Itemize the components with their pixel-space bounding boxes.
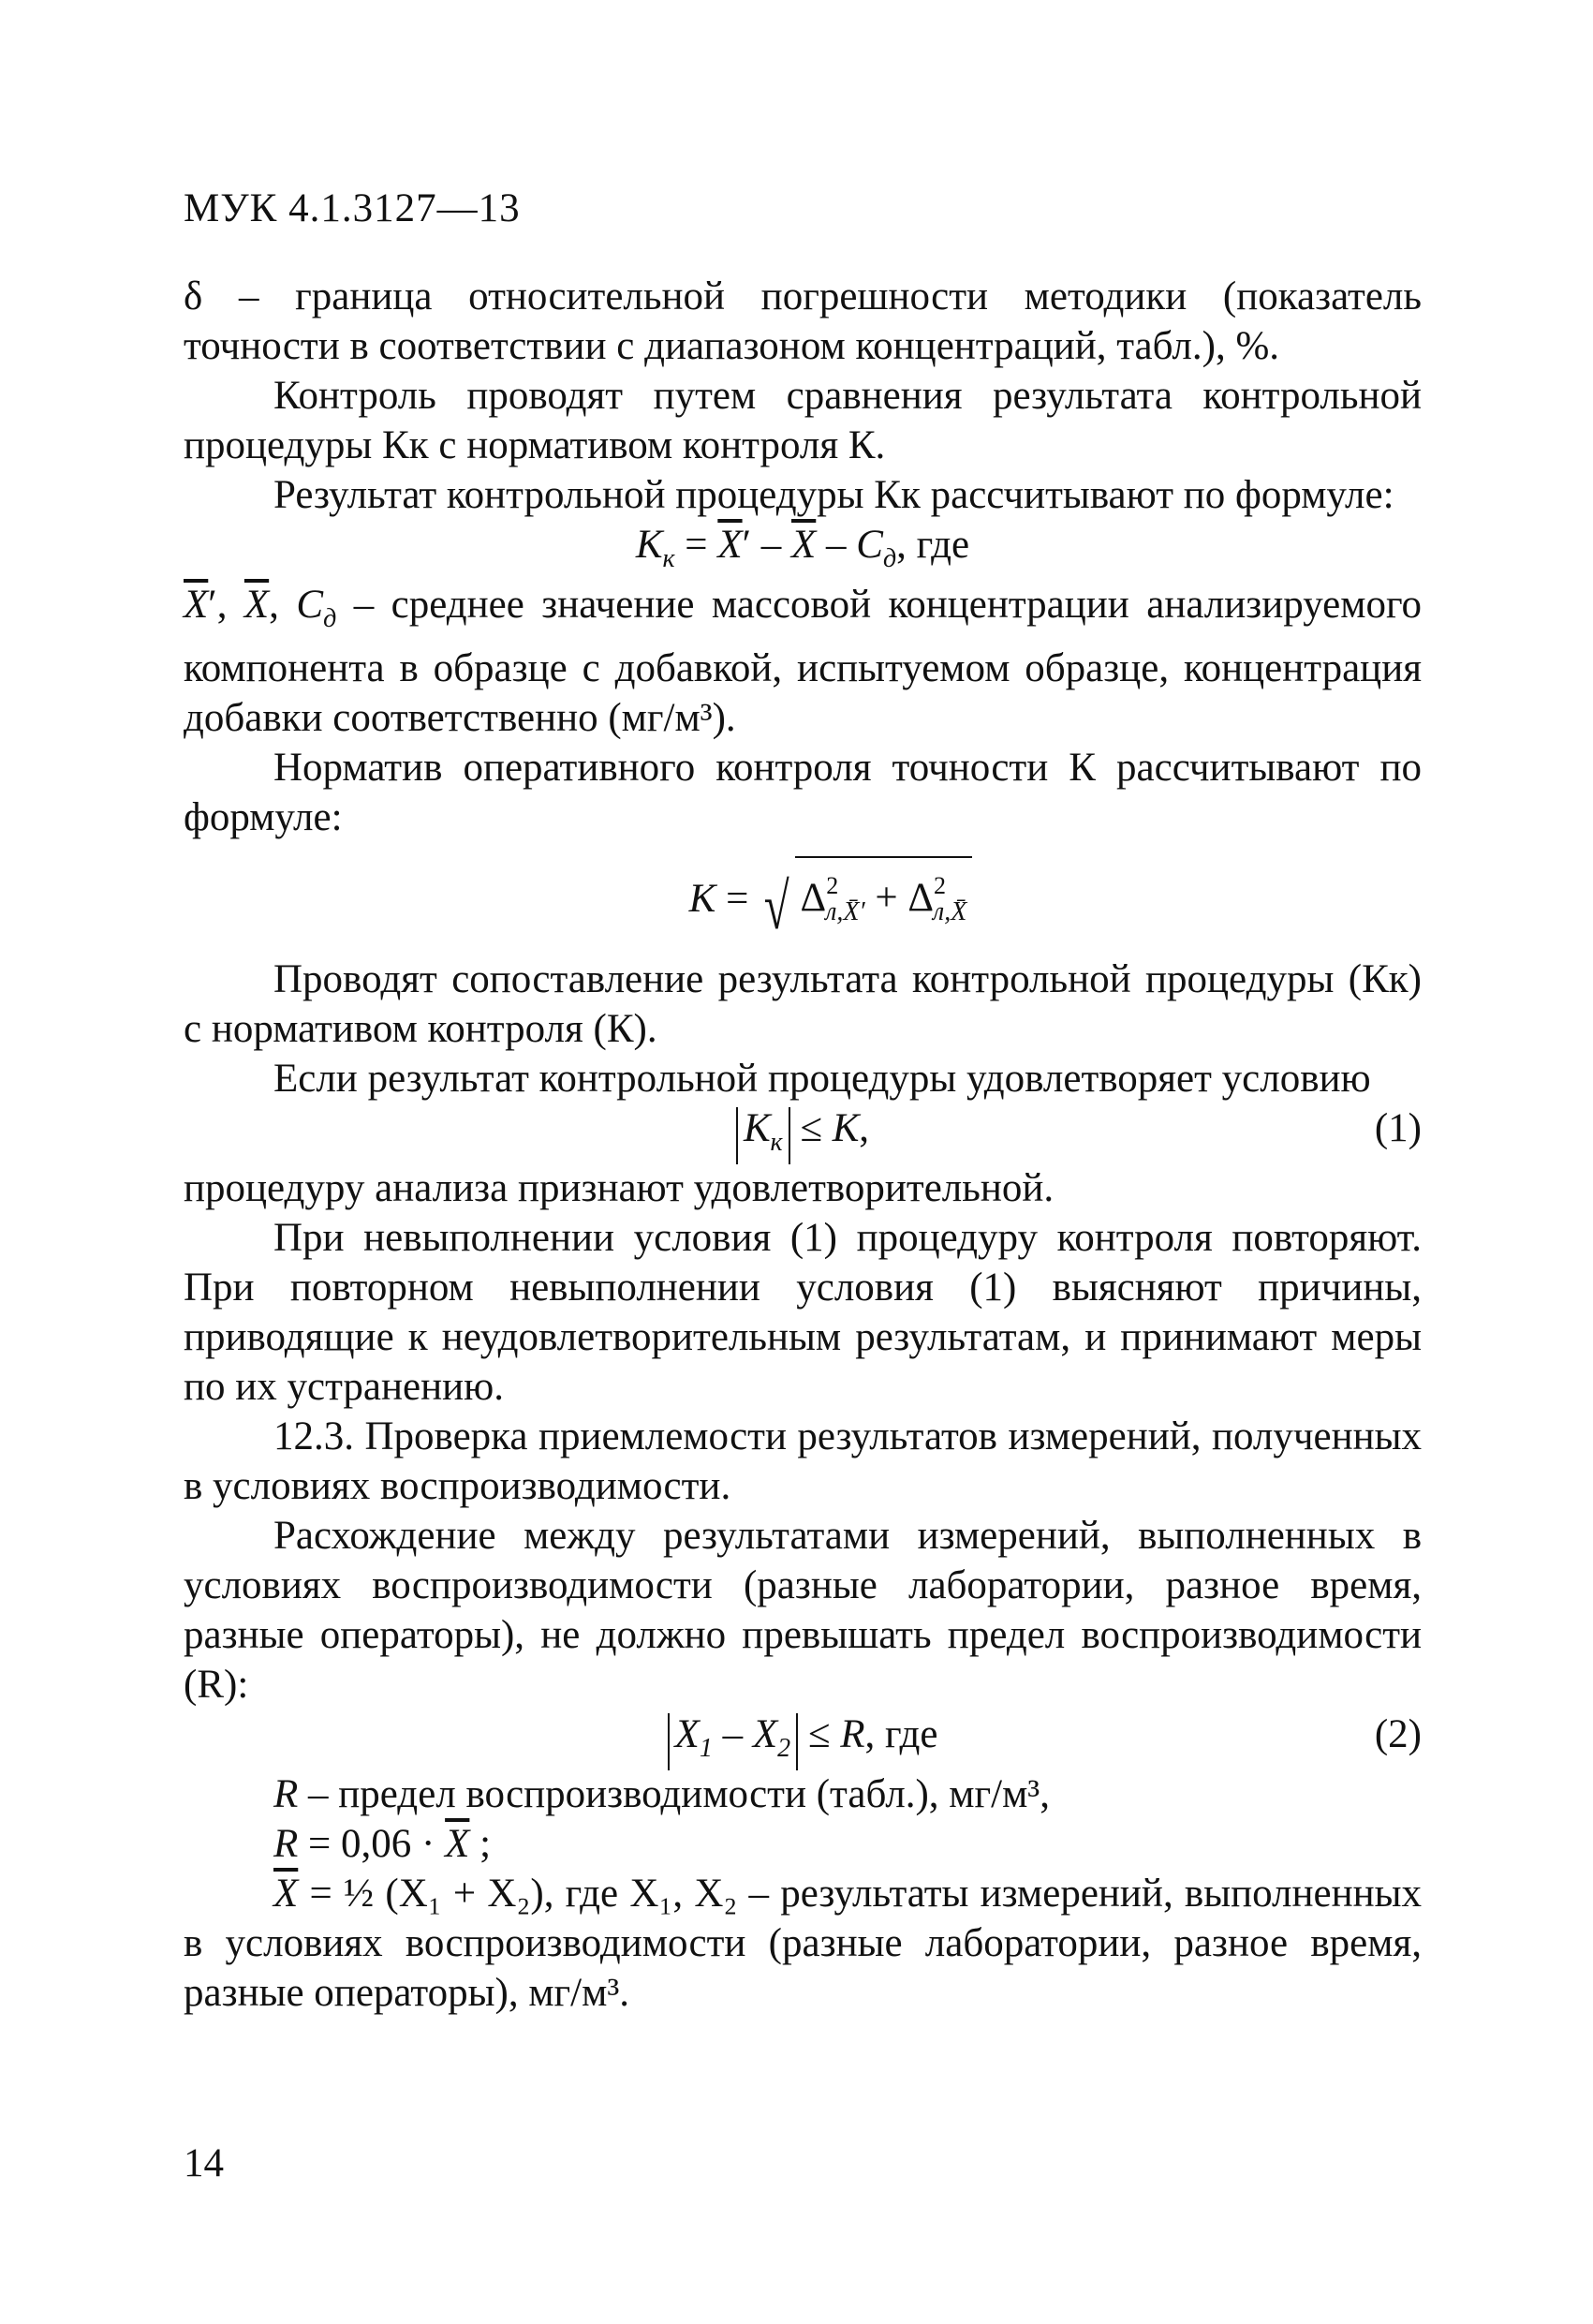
page-number: 14 [184, 2141, 224, 2185]
paragraph-control-method: Контроль проводят путем сравнения результата контрольной процедуры Кк с нормативом контроля К. [184, 374, 1422, 467]
formula-kk-tail: , где [896, 523, 970, 567]
paragraph-condition: Если результат контрольной процедуры удовлетворяет условию [273, 1057, 1371, 1101]
paragraph-delta-definition: δ – граница относительной погрешности методики (показатель точности в соответствии с диапазоном концентраций, табл.), %. [184, 274, 1422, 368]
paragraph-control-result: Результат контрольной процедуры Кк рассчитывают по формуле: [273, 473, 1394, 517]
equation-2-number: (2) [1374, 1712, 1422, 1756]
formula-kk: $К_к = \overline{X}' - \overline{X} - С_д$, где [635, 523, 970, 573]
paragraph-section-12-3: 12.3. Проверка приемлемости результатов измерений, полученных в условиях воспроизводимости. [184, 1414, 1422, 1508]
paragraph-r-formula: $R = 0,06 \cdot \overline{X}$ ; [273, 1822, 492, 1866]
document-header: МУК 4.1.3127—13 [184, 186, 521, 230]
paragraph-x-mean: $\overline{X}$ = ½ (X₁ + X₂), где X₁, X₂ – результаты измерений, выполненных в условиях воспроизводимости (разные лаборатории, разное время, разные операторы), мг/м³. [184, 1872, 1422, 2015]
paragraph-comparison: Проводят сопоставление результата контрольной процедуры (Кк) с нормативом контроля (К). [184, 957, 1422, 1051]
paragraph-discrepancy: Расхождение между результатами измерений, выполненных в условиях воспроизводимости (разные лаборатории, разное время, разные операторы), не должно превышать предел воспроизводимости (R): [184, 1514, 1422, 1707]
formula-k-norm: K = √ $\Delta^2_{л,X̄'} + \Delta^2_{л,X̄}$ [184, 842, 1422, 955]
document-body [184, 272, 1422, 2018]
equation-2: $X_1 - X_2 \le R$, где (2) [184, 1710, 1422, 1769]
paragraph-variables-text: – среднее значение массовой концентрации анализируемого компонента в образце с добавкой, испытуемом образце, концентрация добавки соответственно (мг/м³). [184, 583, 1423, 740]
equation-1-number: (1) [1374, 1106, 1422, 1150]
paragraph-repeat: При невыполнении условия (1) процедуру контроля повторяют. При повторном невыполнении условия (1) выясняют причины, приводящие к неудовлетворительным результатам, и принимают меры по их устранению. [184, 1216, 1422, 1409]
paragraph-r-definition: R – предел воспроизводимости (табл.), мг/м³, [273, 1772, 1050, 1816]
equation-2-tail: , где [864, 1712, 938, 1756]
paragraph-variables: $\overline{X}'$, $\overline{X}$, $С_д$ – среднее значение массовой концентрации анализируемого компонента в образце с добавкой, испытуемом образце, концентрация добавки соответственно (мг/м³). [184, 583, 1423, 740]
equation-1: $К_к \le К$, (1) [184, 1103, 1422, 1163]
paragraph-satisfactory: процедуру анализа признают удовлетворительной. [184, 1166, 1055, 1210]
paragraph-norm: Норматив оперативного контроля точности К рассчитывают по формуле: [184, 746, 1422, 839]
